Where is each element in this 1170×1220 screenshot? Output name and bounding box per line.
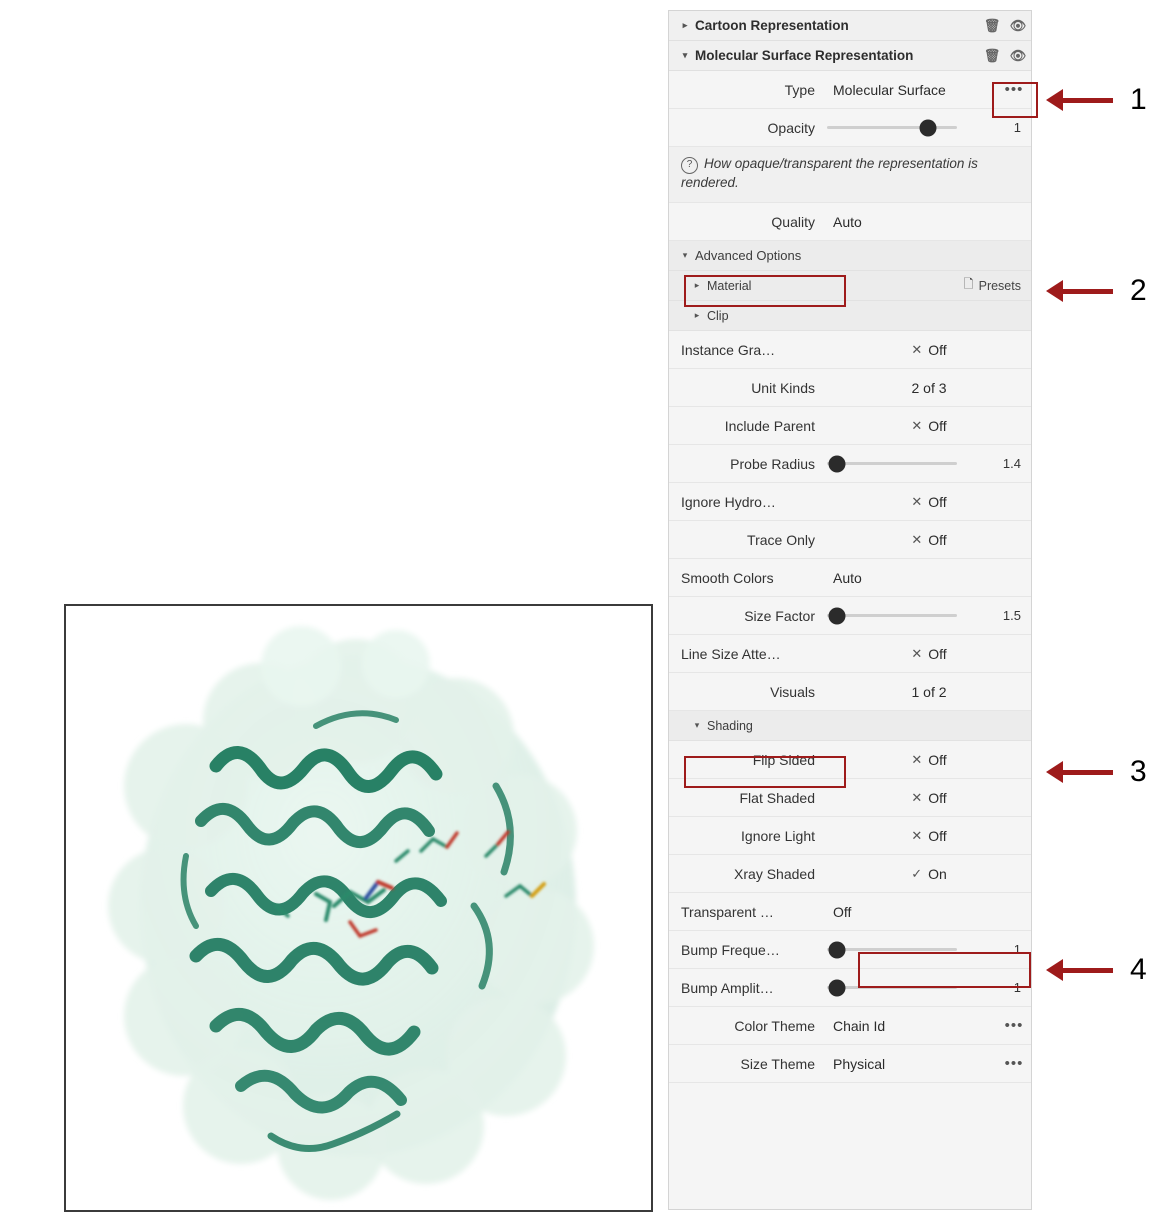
value-text: Off	[928, 645, 947, 662]
chevron-right-icon: ▸	[682, 20, 688, 30]
opacity-slider[interactable]	[827, 109, 981, 146]
probe-radius-slider[interactable]	[827, 445, 981, 482]
material-row[interactable]	[669, 271, 1031, 301]
value-text: Off	[928, 531, 947, 548]
clip-label: Clip	[707, 308, 729, 323]
chevron-down-icon: ▾	[682, 250, 688, 261]
trash-icon[interactable]: 🗑	[983, 17, 1001, 33]
probe-radius-label: Probe Radius	[730, 455, 815, 472]
molecular-structure-render[interactable]	[66, 606, 651, 1210]
unit-kinds-value[interactable]: 2 of 3	[911, 379, 947, 396]
trace-only-label: Trace Only	[747, 531, 815, 548]
flat-shaded-row[interactable]	[669, 779, 1031, 817]
check-icon: ✓	[911, 865, 923, 881]
size-theme-label: Size Theme	[740, 1055, 815, 1072]
value-text: Off	[928, 789, 947, 806]
representation-control-panel[interactable]	[668, 10, 1032, 1210]
bump-frequency-value: 1	[1013, 942, 1021, 958]
value-text: Off	[928, 827, 947, 844]
flip-sided-label: Flip Sided	[752, 751, 815, 768]
size-factor-value: 1.5	[1002, 608, 1021, 624]
bump-frequency-row[interactable]	[669, 931, 1031, 969]
instance-granularity-label: Instance Gra…	[681, 341, 776, 358]
slider-knob[interactable]	[829, 455, 846, 472]
size-theme-menu-button[interactable]: •••	[1004, 1054, 1024, 1072]
callout-number-3: 3	[1130, 755, 1147, 788]
ignore-light-row[interactable]	[669, 817, 1031, 855]
help-text: How opaque/transparent the representation is rendered.	[681, 156, 978, 190]
color-theme-value[interactable]: Chain Id	[833, 1017, 886, 1034]
slider-track[interactable]	[827, 948, 957, 951]
shading-label: Shading	[707, 718, 753, 733]
opacity-row[interactable]	[669, 109, 1031, 147]
cross-icon: ✕	[911, 341, 923, 357]
slider-knob[interactable]	[829, 941, 846, 958]
trash-icon[interactable]: 🗑	[983, 47, 1001, 63]
instance-granularity-value[interactable]	[827, 342, 1031, 358]
opacity-help-text	[669, 147, 1031, 203]
line-size-attenuation-value[interactable]	[827, 646, 1031, 662]
smooth-colors-row[interactable]	[669, 559, 1031, 597]
cross-icon: ✕	[911, 789, 923, 805]
slider-track[interactable]	[827, 986, 957, 989]
unit-kinds-label: Unit Kinds	[751, 379, 815, 396]
transparent-backfaces-row[interactable]	[669, 893, 1031, 931]
unit-kinds-row[interactable]	[669, 369, 1031, 407]
ignore-hydrogens-value[interactable]	[827, 494, 1031, 510]
smooth-colors-value[interactable]: Auto	[833, 569, 862, 586]
color-theme-label: Color Theme	[734, 1017, 815, 1034]
trace-only-value[interactable]	[827, 532, 1031, 548]
smooth-colors-label: Smooth Colors	[681, 569, 774, 586]
xray-shaded-label: Xray Shaded	[734, 865, 815, 882]
callout-number-1: 1	[1130, 83, 1147, 116]
question-mark-icon: ?	[681, 157, 698, 174]
quality-row[interactable]	[669, 203, 1031, 241]
ignore-hydrogens-label: Ignore Hydro…	[681, 493, 776, 510]
transparent-backfaces-label: Transparent …	[681, 903, 774, 920]
size-factor-row[interactable]	[669, 597, 1031, 635]
flat-shaded-label: Flat Shaded	[739, 789, 815, 806]
flip-sided-value[interactable]	[827, 752, 1031, 768]
color-theme-row[interactable]	[669, 1007, 1031, 1045]
eye-icon[interactable]: 👁	[1009, 47, 1027, 63]
shading-header[interactable]	[669, 711, 1031, 741]
opacity-value: 1	[1013, 120, 1021, 135]
slider-track[interactable]	[827, 614, 957, 617]
copy-icon: 🗋	[963, 277, 974, 292]
value-text: Off	[928, 417, 947, 434]
material-presets-button[interactable]	[964, 275, 1031, 296]
bump-amplitude-row[interactable]	[669, 969, 1031, 1007]
cross-icon: ✕	[911, 751, 923, 767]
material-label: Material	[707, 278, 752, 293]
visuals-label: Visuals	[770, 683, 815, 700]
chevron-right-icon: ▸	[694, 280, 700, 291]
bump-amplitude-label: Bump Amplit…	[681, 979, 774, 996]
cross-icon: ✕	[911, 417, 923, 433]
size-factor-slider[interactable]	[827, 597, 981, 634]
quality-label: Quality	[771, 213, 815, 230]
slider-knob[interactable]	[920, 119, 937, 136]
probe-radius-value: 1.4	[1002, 456, 1021, 472]
slider-track[interactable]	[827, 126, 957, 129]
xray-shaded-value[interactable]	[827, 866, 1031, 882]
quality-value[interactable]: Auto	[833, 213, 862, 230]
bump-amplitude-value: 1	[1013, 980, 1021, 996]
visuals-value[interactable]: 1 of 2	[911, 683, 947, 700]
opacity-label: Opacity	[767, 119, 815, 136]
visuals-row[interactable]	[669, 673, 1031, 711]
include-parent-label: Include Parent	[724, 417, 815, 434]
type-row[interactable]	[669, 71, 1031, 109]
line-size-attenuation-label: Line Size Atte…	[681, 645, 781, 662]
molecular-viewer-frame[interactable]	[64, 604, 653, 1212]
slider-knob[interactable]	[829, 607, 846, 624]
cross-icon: ✕	[911, 827, 923, 843]
slider-knob[interactable]	[829, 979, 846, 996]
cross-icon: ✕	[911, 645, 923, 661]
cross-icon: ✕	[911, 493, 923, 509]
include-parent-value[interactable]	[827, 418, 1031, 434]
chevron-down-icon: ▾	[682, 50, 688, 60]
group-label: Molecular Surface Representation	[695, 48, 914, 63]
size-factor-label: Size Factor	[744, 607, 815, 624]
group-molecular-surface-representation[interactable]	[669, 41, 1031, 71]
flip-sided-row[interactable]	[669, 741, 1031, 779]
slider-track[interactable]	[827, 462, 957, 465]
advanced-options-header[interactable]	[669, 241, 1031, 271]
callout-number-4: 4	[1130, 953, 1147, 986]
type-value[interactable]: Molecular Surface	[833, 81, 946, 98]
cross-icon: ✕	[911, 531, 923, 547]
advanced-options-label: Advanced Options	[695, 248, 802, 264]
value-text: Off	[928, 493, 947, 510]
group-cartoon-representation[interactable]	[669, 11, 1031, 41]
presets-label: Presets	[978, 278, 1021, 293]
value-text: Off	[928, 751, 947, 768]
transparent-backfaces-value[interactable]: Off	[833, 903, 852, 920]
probe-radius-row[interactable]	[669, 445, 1031, 483]
value-text: On	[928, 865, 947, 882]
group-label: Cartoon Representation	[695, 18, 849, 33]
include-parent-row[interactable]	[669, 407, 1031, 445]
size-theme-value[interactable]: Physical	[833, 1055, 886, 1072]
type-row-menu-button[interactable]: •••	[1004, 80, 1024, 98]
ignore-light-label: Ignore Light	[741, 827, 815, 844]
bump-amplitude-slider[interactable]	[827, 969, 981, 1006]
clip-row[interactable]	[669, 301, 1031, 331]
flat-shaded-value[interactable]	[827, 790, 1031, 806]
line-size-attenuation-row[interactable]	[669, 635, 1031, 673]
eye-icon[interactable]: 👁	[1009, 17, 1027, 33]
callout-number-2: 2	[1130, 274, 1147, 307]
ignore-light-value[interactable]	[827, 828, 1031, 844]
chevron-down-icon: ▾	[694, 720, 700, 731]
xray-shaded-row[interactable]	[669, 855, 1031, 893]
bump-frequency-slider[interactable]	[827, 931, 981, 968]
size-theme-row[interactable]	[669, 1045, 1031, 1083]
type-label: Type	[784, 81, 815, 98]
trace-only-row[interactable]	[669, 521, 1031, 559]
color-theme-menu-button[interactable]: •••	[1004, 1016, 1024, 1034]
instance-granularity-row[interactable]	[669, 331, 1031, 369]
chevron-right-icon: ▸	[694, 310, 700, 321]
bump-frequency-label: Bump Freque…	[681, 941, 780, 958]
value-text: Off	[928, 341, 947, 358]
ignore-hydrogens-row[interactable]	[669, 483, 1031, 521]
